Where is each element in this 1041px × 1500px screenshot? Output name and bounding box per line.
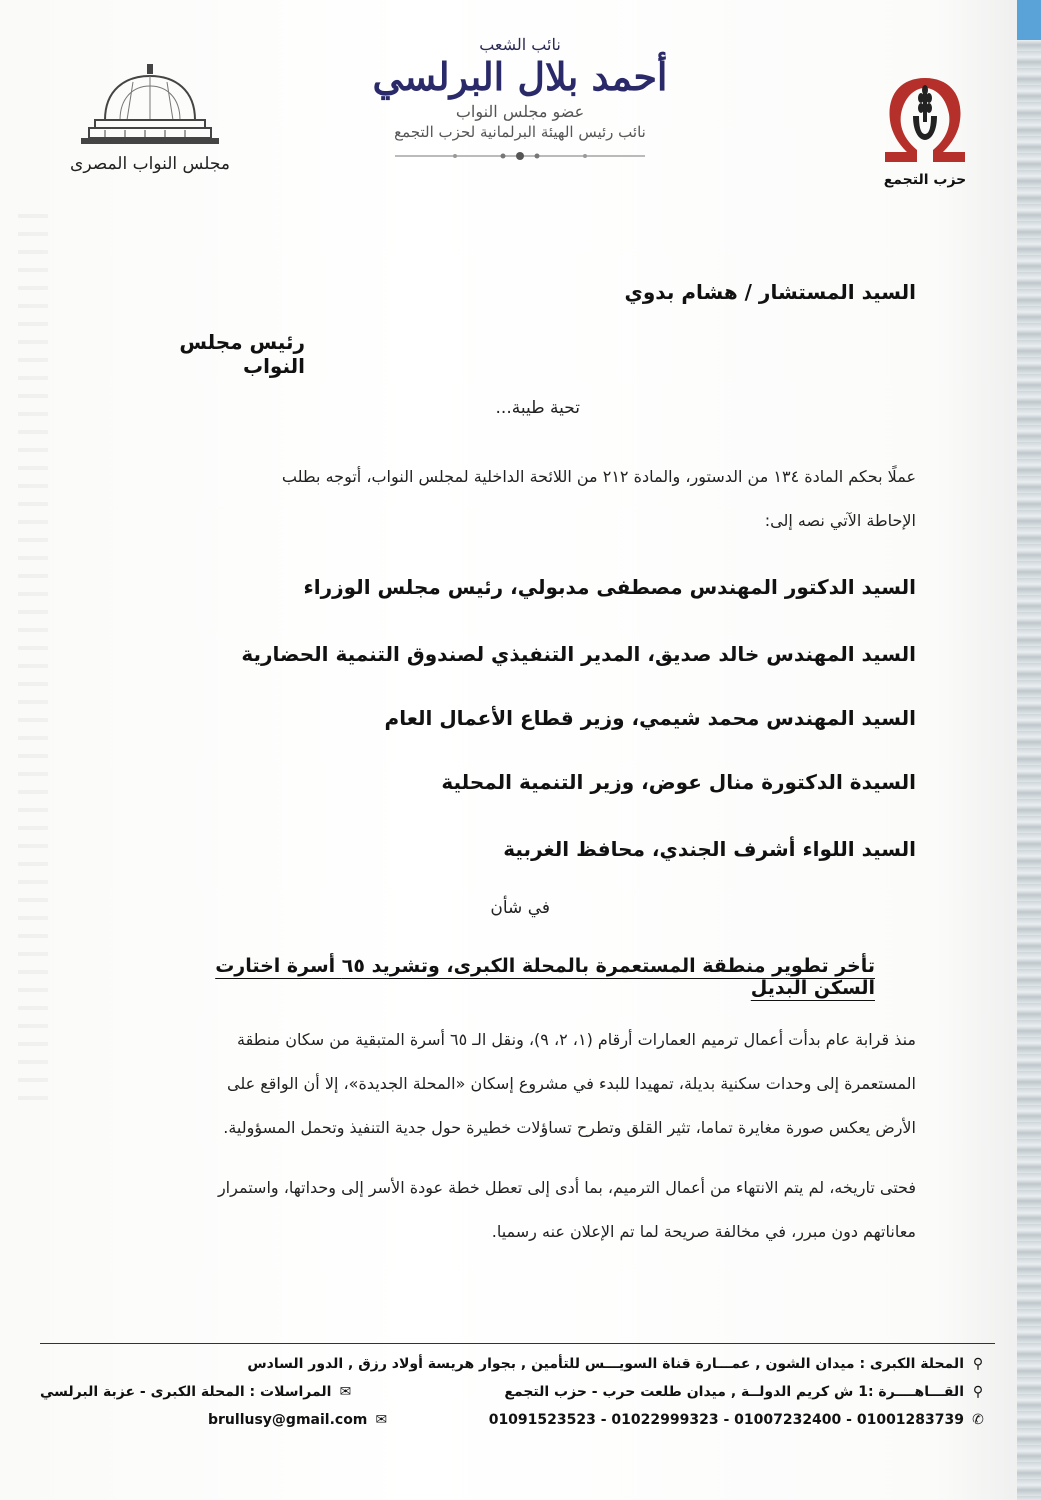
paragraph-2-line-1: فحتى تاريخه، لم يتم الانتهاء من أعمال الترميم، بما أدى إلى تعطل خطة عودة الأسر إلى وحداتها، واستمرار [217,1178,916,1197]
footer-correspondence-text: المراسلات : المحلة الكبرى - عزبة البرلسي [40,1384,332,1400]
paragraph-1-line-2: المستعمرة إلى وحدات سكنية بديلة، تمهيدا للبدء في مشروع إسكان «المحلة الجديدة»، إلا أن الواقع على [227,1074,916,1093]
recipient-4: السيدة الدكتورة منال عوض، وزير التنمية المحلية [441,770,916,794]
addressee-line-2: رئيس مجلس النواب [179,330,305,378]
mp-prefix: نائب الشعب [479,35,561,54]
ornament-divider-icon [395,149,645,163]
regarding-label: في شأن [490,898,550,918]
mp-heading [340,35,700,163]
envelope-icon: ✉ [375,1412,388,1428]
footer-divider [40,1343,995,1344]
location-pin-icon: ⚲ [972,1356,984,1372]
addressee-line-1: السيد المستشار / هشام بدوي [624,280,916,304]
letterhead [0,0,1041,230]
party-logo [870,70,980,200]
paragraph-2-line-2: معاناتهم دون مبرر، في مخالفة صريحة لما تم الإعلان عنه رسميا. [491,1222,916,1241]
recipient-3: السيد المهندس محمد شيمي، وزير قطاع الأعمال العام [384,706,916,730]
scan-margin-artifact [18,200,48,1100]
party-logo-caption: حزب التجمع [883,172,967,188]
footer-address-2 [504,1384,986,1400]
mp-name: أحمد بلال البرلسي [372,54,668,99]
footer-phones [489,1412,986,1428]
footer-address-2-text: القـــاهــــرة :1 ش كريم الدولــة , ميدان طلعت حرب - حزب التجمع [504,1384,964,1400]
footer-address-1-text: المحلة الكبرى : ميدان الشون , عمـــارة قناة السويـــس للتأمين , بجوار هريسة أولاد رزق , الدور السادس [247,1356,964,1372]
footer-email [208,1412,389,1428]
paragraph-1-line-3: الأرض يعكس صورة مغايرة تماما، تثير القلق وتطرح تساؤلات خطيرة حول جدية التنفيذ وتحمل المسؤولية. [223,1118,916,1137]
intro-line-2: الإحاطة الآتي نصه إلى: [764,511,916,530]
parliament-dome-icon [75,60,225,150]
footer-address-1 [247,1356,986,1372]
mp-role-1: عضو مجلس النواب [455,101,585,121]
footer-email-text[interactable]: brullusy@gmail.com [208,1412,368,1428]
greeting: تحية طيبة... [495,398,580,418]
recipient-5: السيد اللواء أشرف الجندي، محافظ الغربية [503,837,916,861]
footer-phones-text: 01091523523 - 01022999323 - 01007232400 - 01001283739 [488,1412,964,1428]
intro-line-1: عملًا بحكم المادة ١٣٤ من الدستور، والمادة ٢١٢ من اللائحة الداخلية لمجلس النواب، أتوجه بطلب [281,467,916,486]
phone-icon: ✆ [972,1412,984,1428]
parliament-logo [60,60,240,200]
envelope-icon: ✉ [339,1384,352,1400]
mp-role-2: نائب رئيس الهيئة البرلمانية لحزب التجمع [394,122,646,141]
recipient-1: السيد الدكتور المهندس مصطفى مدبولي، رئيس مجلس الوزراء [303,575,916,599]
location-pin-icon: ⚲ [972,1384,984,1400]
parliament-logo-caption: مجلس النواب المصرى [70,154,230,174]
footer-correspondence [40,1384,353,1400]
recipient-2: السيد المهندس خالد صديق، المدير التنفيذي لصندوق التنمية الحضارية [241,642,916,666]
paragraph-1-line-1: منذ قرابة عام بدأت أعمال ترميم العمارات أرقام (١، ٢، ٩)، ونقل الـ ٦٥ أسرة المتبقية من سكان منطقة [237,1030,916,1049]
subject-title: تأخر تطوير منطقة المستعمرة بالمحلة الكبرى، وتشريد ٦٥ أسرة اختارت السكن البديل [215,955,875,999]
party-emblem-icon [877,70,973,170]
